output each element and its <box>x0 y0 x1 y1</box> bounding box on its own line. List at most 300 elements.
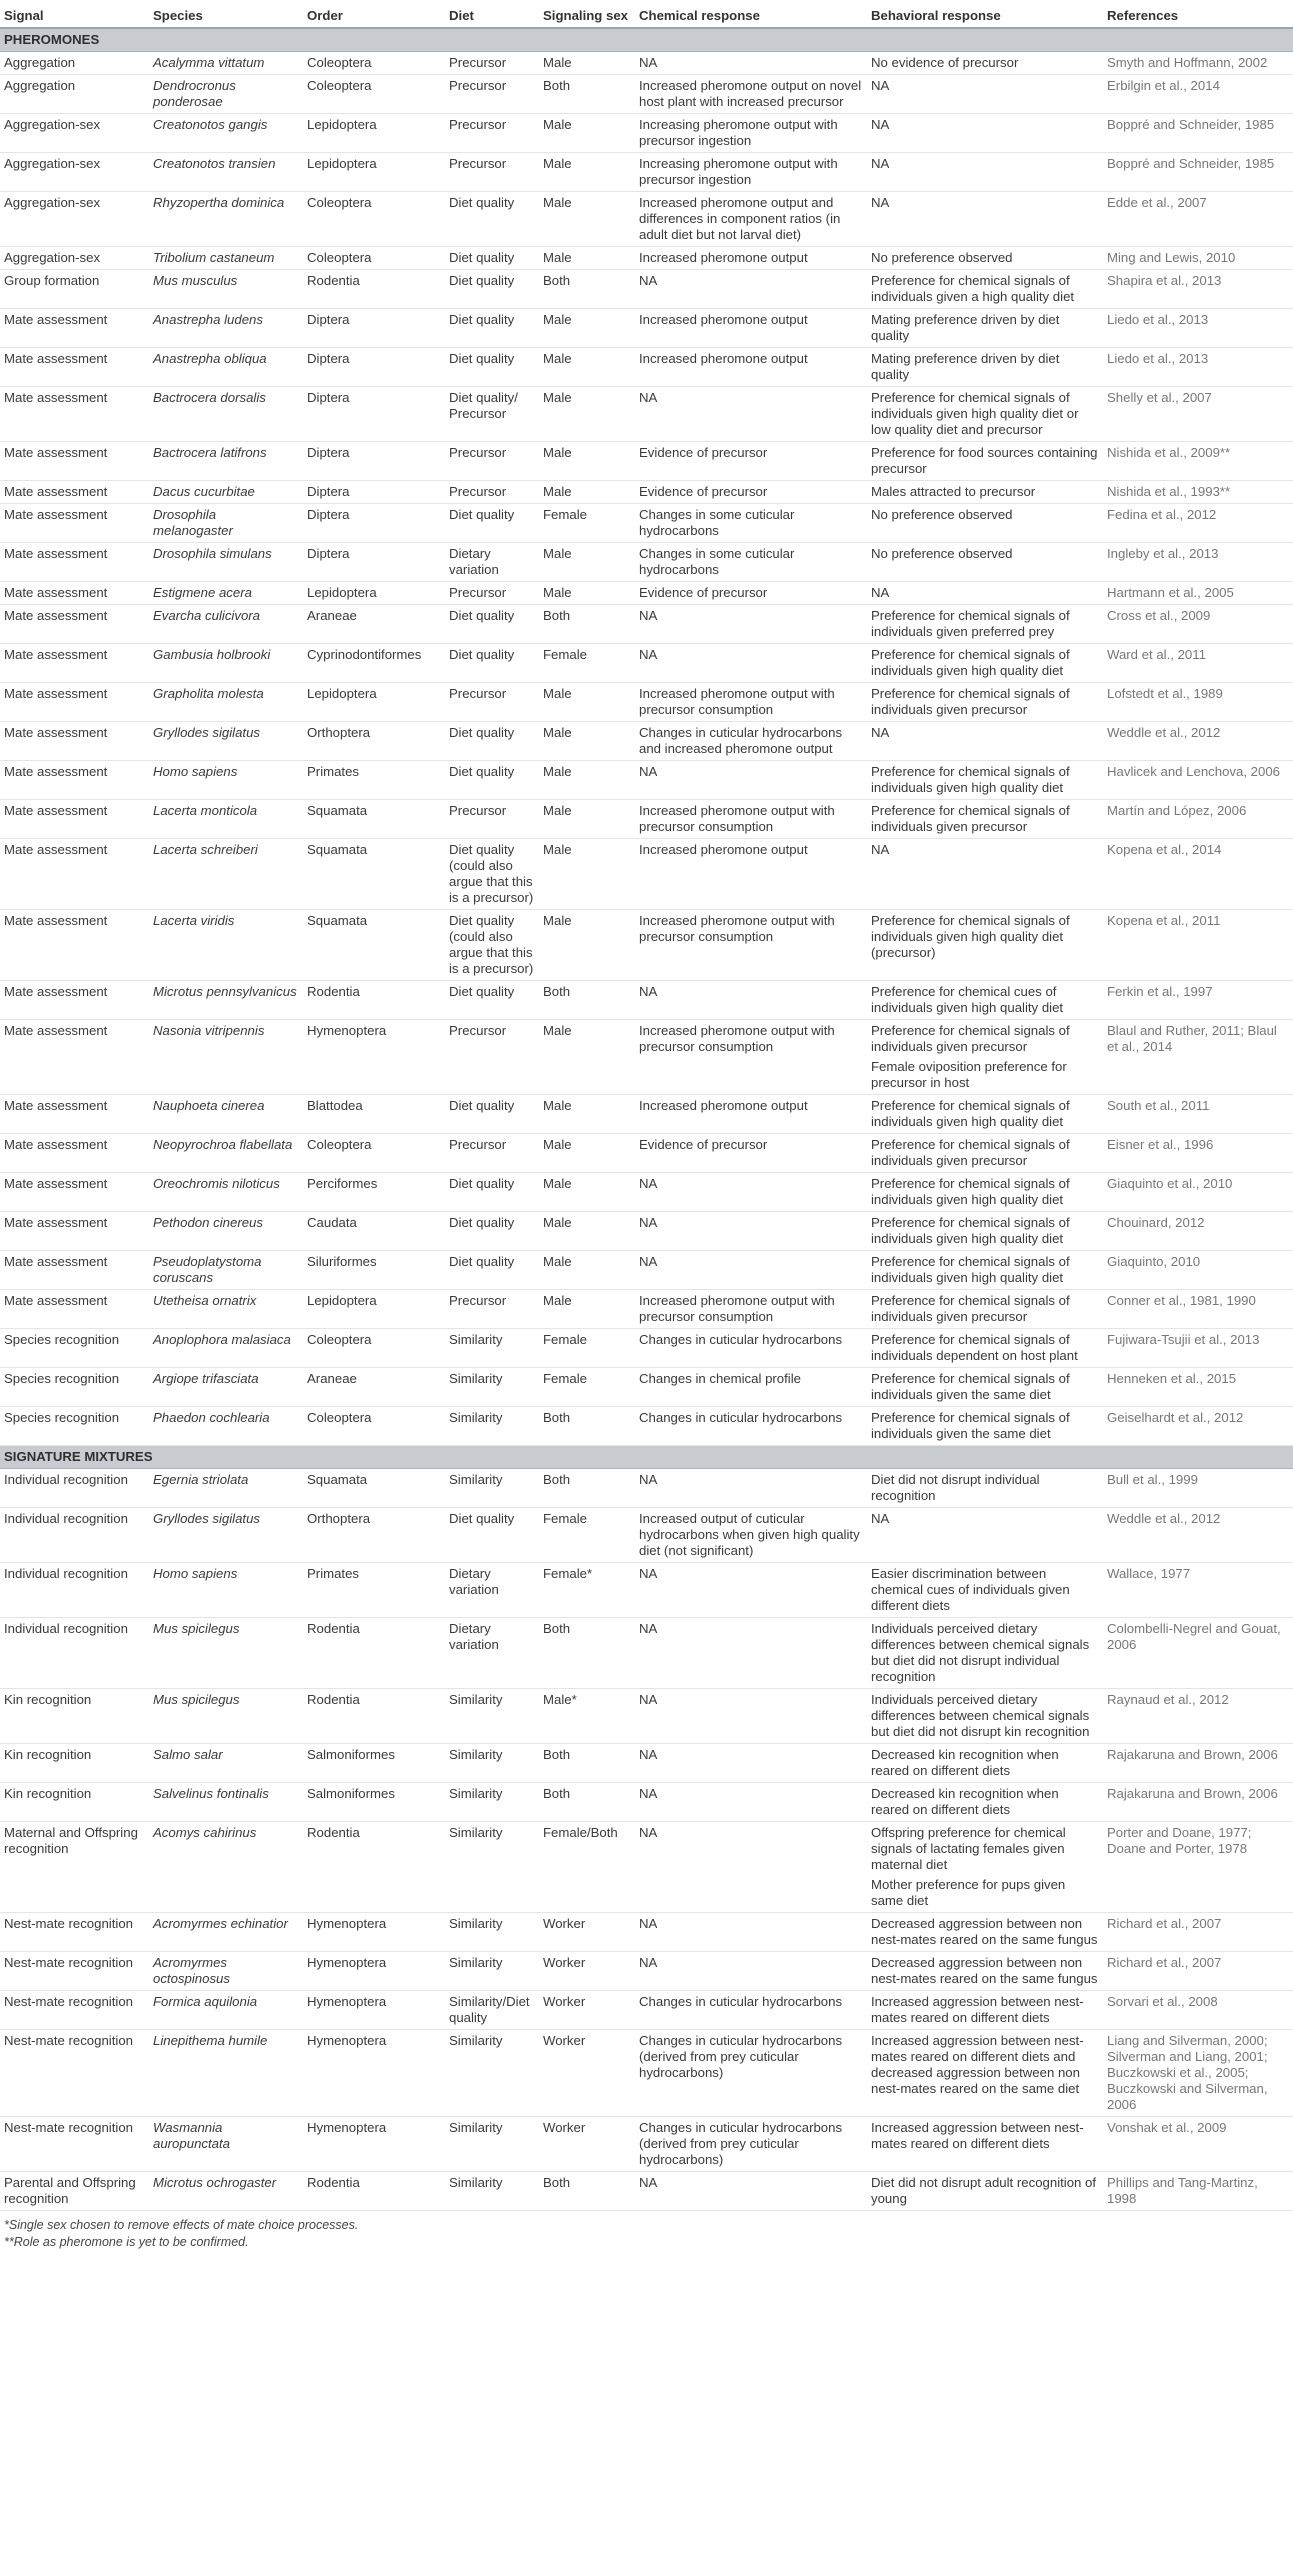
signal-cell: Mate assessment <box>0 348 149 387</box>
signaling-sex-cell: Male <box>539 1290 635 1329</box>
chemical-response-cell: Increased pheromone output on novel host plant with increased precursor <box>635 75 867 114</box>
behavioral-response-cell: Preference for chemical signals of individuals given high quality diet or low quality diet and precursor <box>867 387 1103 442</box>
signaling-sex-cell: Male <box>539 114 635 153</box>
species-cell: Bactrocera latifrons <box>149 442 303 481</box>
order-cell: Diptera <box>303 543 445 582</box>
species-cell: Phaedon cochlearia <box>149 1407 303 1446</box>
cell-paragraph: Preference for chemical signals of individuals given precursor <box>871 1023 1070 1054</box>
reference-cell: Rajakaruna and Brown, 2006 <box>1103 1783 1293 1822</box>
section-header-row <box>0 1446 1293 1469</box>
diet-cell: Diet quality/ Precursor <box>445 387 539 442</box>
table-row <box>0 1563 1293 1618</box>
behavioral-response-cell: Preference for chemical signals of individuals given high quality diet <box>867 1173 1103 1212</box>
signal-cell: Nest-mate recognition <box>0 1952 149 1991</box>
behavioral-response-cell: No preference observed <box>867 247 1103 270</box>
signaling-sex-cell: Male <box>539 348 635 387</box>
diet-cell: Diet quality <box>445 504 539 543</box>
chemical-response-cell: Changes in cuticular hydrocarbons and increased pheromone output <box>635 722 867 761</box>
order-cell: Lepidoptera <box>303 683 445 722</box>
reference-cell: Shelly et al., 2007 <box>1103 387 1293 442</box>
order-cell: Orthoptera <box>303 722 445 761</box>
diet-cell: Similarity <box>445 1744 539 1783</box>
order-cell: Squamata <box>303 839 445 910</box>
signal-cell: Mate assessment <box>0 442 149 481</box>
table-row <box>0 1095 1293 1134</box>
chemical-response-cell: Evidence of precursor <box>635 582 867 605</box>
species-cell: Anastrepha ludens <box>149 309 303 348</box>
species-cell: Oreochromis niloticus <box>149 1173 303 1212</box>
behavioral-response-cell: Preference for chemical signals of individuals given high quality diet <box>867 644 1103 683</box>
diet-cell: Precursor <box>445 153 539 192</box>
diet-cell: Diet quality <box>445 1508 539 1563</box>
behavioral-response-cell: Easier discrimination between chemical cues of individuals given different diets <box>867 1563 1103 1618</box>
table-row <box>0 1290 1293 1329</box>
behavioral-response-cell: NA <box>867 114 1103 153</box>
order-cell: Hymenoptera <box>303 2117 445 2172</box>
signal-cell: Kin recognition <box>0 1783 149 1822</box>
chemical-response-cell: Changes in cuticular hydrocarbons <box>635 1991 867 2030</box>
signal-cell: Individual recognition <box>0 1508 149 1563</box>
reference-cell: Sorvari et al., 2008 <box>1103 1991 1293 2030</box>
signaling-sex-cell: Male <box>539 153 635 192</box>
behavioral-response-cell: Males attracted to precursor <box>867 481 1103 504</box>
signaling-sex-cell: Female <box>539 1368 635 1407</box>
signaling-sex-cell: Male <box>539 1095 635 1134</box>
order-cell: Rodentia <box>303 1689 445 1744</box>
species-cell: Acromyrmes echinatior <box>149 1913 303 1952</box>
chemical-response-cell: NA <box>635 270 867 309</box>
reference-cell: Raynaud et al., 2012 <box>1103 1689 1293 1744</box>
signal-cell: Mate assessment <box>0 644 149 683</box>
order-cell: Squamata <box>303 910 445 981</box>
signaling-sex-cell: Male <box>539 1251 635 1290</box>
behavioral-response-cell: Decreased aggression between non nest-mates reared on the same fungus <box>867 1913 1103 1952</box>
table-row <box>0 481 1293 504</box>
chemical-response-cell: Increased pheromone output with precursor consumption <box>635 910 867 981</box>
order-cell: Hymenoptera <box>303 1952 445 1991</box>
signaling-sex-cell: Worker <box>539 1952 635 1991</box>
signal-cell: Aggregation <box>0 52 149 75</box>
signal-cell: Nest-mate recognition <box>0 1991 149 2030</box>
behavioral-response-cell: Preference for chemical signals of individuals given high quality diet <box>867 1212 1103 1251</box>
chemical-response-cell: Increasing pheromone output with precursor ingestion <box>635 114 867 153</box>
chemical-response-cell: Increasing pheromone output with precursor ingestion <box>635 153 867 192</box>
species-cell: Formica aquilonia <box>149 1991 303 2030</box>
behavioral-response-cell: Decreased kin recognition when reared on different diets <box>867 1744 1103 1783</box>
diet-cell: Diet quality (could also argue that this is a precursor) <box>445 839 539 910</box>
species-cell: Creatonotos gangis <box>149 114 303 153</box>
table-row <box>0 1952 1293 1991</box>
table-row <box>0 543 1293 582</box>
diet-cell: Diet quality <box>445 270 539 309</box>
behavioral-response-cell: Diet did not disrupt adult recognition of young <box>867 2172 1103 2211</box>
chemical-response-cell: Evidence of precursor <box>635 442 867 481</box>
behavioral-response-cell: Preference for chemical signals of individuals dependent on host plant <box>867 1329 1103 1368</box>
diet-cell: Diet quality <box>445 981 539 1020</box>
header-diet: Diet <box>445 0 539 28</box>
diet-cell: Diet quality <box>445 1173 539 1212</box>
reference-cell: Nishida et al., 2009** <box>1103 442 1293 481</box>
reference-cell: Ward et al., 2011 <box>1103 644 1293 683</box>
behavioral-response-cell: No evidence of precursor <box>867 52 1103 75</box>
species-cell: Lacerta schreiberi <box>149 839 303 910</box>
species-cell: Drosophila melanogaster <box>149 504 303 543</box>
order-cell: Lepidoptera <box>303 153 445 192</box>
chemical-response-cell: NA <box>635 1744 867 1783</box>
signal-cell: Mate assessment <box>0 605 149 644</box>
diet-cell: Diet quality <box>445 1095 539 1134</box>
table-row <box>0 981 1293 1020</box>
diet-cell: Precursor <box>445 52 539 75</box>
order-cell: Squamata <box>303 1469 445 1508</box>
species-cell: Drosophila simulans <box>149 543 303 582</box>
signaling-sex-cell: Male <box>539 247 635 270</box>
signal-cell: Mate assessment <box>0 761 149 800</box>
diet-cell: Precursor <box>445 114 539 153</box>
species-cell: Rhyzopertha dominica <box>149 192 303 247</box>
header-species: Species <box>149 0 303 28</box>
signaling-sex-cell: Male <box>539 1020 635 1095</box>
reference-cell: Bull et al., 1999 <box>1103 1469 1293 1508</box>
chemical-response-cell: NA <box>635 387 867 442</box>
order-cell: Rodentia <box>303 1618 445 1689</box>
behavioral-response-cell: Preference for chemical signals of individuals given high quality diet <box>867 761 1103 800</box>
signaling-sex-cell: Male <box>539 800 635 839</box>
species-cell: Homo sapiens <box>149 1563 303 1618</box>
signal-cell: Aggregation-sex <box>0 114 149 153</box>
order-cell: Orthoptera <box>303 1508 445 1563</box>
diet-cell: Similarity <box>445 1952 539 1991</box>
table-row <box>0 2172 1293 2211</box>
signal-cell: Mate assessment <box>0 981 149 1020</box>
species-cell: Dacus cucurbitae <box>149 481 303 504</box>
chemical-response-cell: NA <box>635 1563 867 1618</box>
header-references: References <box>1103 0 1293 28</box>
diet-cell: Diet quality <box>445 761 539 800</box>
diet-cell: Diet quality <box>445 309 539 348</box>
signaling-sex-cell: Female <box>539 1329 635 1368</box>
species-cell: Mus spicilegus <box>149 1618 303 1689</box>
behavioral-response-cell: Increased aggression between nest-mates reared on different diets <box>867 2117 1103 2172</box>
chemical-response-cell: NA <box>635 605 867 644</box>
chemical-response-cell: NA <box>635 981 867 1020</box>
diet-cell: Diet quality <box>445 1251 539 1290</box>
behavioral-response-cell: Mating preference driven by diet quality <box>867 309 1103 348</box>
behavioral-response-cell: Preference for food sources containing precursor <box>867 442 1103 481</box>
chemical-response-cell: Evidence of precursor <box>635 481 867 504</box>
species-cell: Nauphoeta cinerea <box>149 1095 303 1134</box>
table-row <box>0 839 1293 910</box>
diet-cell: Precursor <box>445 75 539 114</box>
species-cell: Dendrocronus ponderosae <box>149 75 303 114</box>
species-cell: Gryllodes sigilatus <box>149 1508 303 1563</box>
chemical-response-cell: Changes in some cuticular hydrocarbons <box>635 504 867 543</box>
order-cell: Squamata <box>303 800 445 839</box>
behavioral-response-cell: Preference for chemical signals of individuals given the same diet <box>867 1368 1103 1407</box>
chemical-response-cell: Increased pheromone output with precursor consumption <box>635 1290 867 1329</box>
signaling-sex-cell: Female <box>539 504 635 543</box>
chemical-response-cell: NA <box>635 1469 867 1508</box>
reference-cell: Erbilgin et al., 2014 <box>1103 75 1293 114</box>
signaling-sex-cell: Both <box>539 1744 635 1783</box>
species-cell: Salmo salar <box>149 1744 303 1783</box>
reference-cell: Boppré and Schneider, 1985 <box>1103 153 1293 192</box>
diet-cell: Precursor <box>445 1290 539 1329</box>
species-cell: Estigmene acera <box>149 582 303 605</box>
signaling-sex-cell: Male <box>539 582 635 605</box>
reference-cell: Eisner et al., 1996 <box>1103 1134 1293 1173</box>
behavioral-response-cell: NA <box>867 192 1103 247</box>
species-cell: Wasmannia auropunctata <box>149 2117 303 2172</box>
cell-paragraph: Mother preference for pups given same diet <box>871 1877 1066 1908</box>
table-row <box>0 1329 1293 1368</box>
chemical-response-cell: NA <box>635 1689 867 1744</box>
signal-cell: Kin recognition <box>0 1689 149 1744</box>
species-cell: Homo sapiens <box>149 761 303 800</box>
signaling-sex-cell: Male <box>539 543 635 582</box>
diet-cell: Precursor <box>445 1134 539 1173</box>
order-cell: Hymenoptera <box>303 1020 445 1095</box>
signal-cell: Species recognition <box>0 1329 149 1368</box>
table-row <box>0 1134 1293 1173</box>
chemical-response-cell: Evidence of precursor <box>635 1134 867 1173</box>
table-row <box>0 247 1293 270</box>
table-row <box>0 442 1293 481</box>
reference-cell: South et al., 2011 <box>1103 1095 1293 1134</box>
reference-cell: Chouinard, 2012 <box>1103 1212 1293 1251</box>
table-row <box>0 644 1293 683</box>
reference-cell: Geiselhardt et al., 2012 <box>1103 1407 1293 1446</box>
diet-cell: Similarity <box>445 2172 539 2211</box>
chemical-response-cell: Increased pheromone output <box>635 348 867 387</box>
section-title: SIGNATURE MIXTURES <box>0 1446 1293 1469</box>
behavioral-response-cell: Preference for chemical cues of individuals given high quality diet <box>867 981 1103 1020</box>
table-row <box>0 2117 1293 2172</box>
species-cell: Tribolium castaneum <box>149 247 303 270</box>
diet-cell: Similarity <box>445 1469 539 1508</box>
signaling-sex-cell: Female <box>539 644 635 683</box>
table-row <box>0 1251 1293 1290</box>
table-row <box>0 52 1293 75</box>
signaling-sex-cell: Both <box>539 270 635 309</box>
behavioral-response-cell: Preference for chemical signals of individuals given high quality diet (precursor) <box>867 910 1103 981</box>
reference-cell: Colombelli-Negrel and Gouat, 2006 <box>1103 1618 1293 1689</box>
order-cell: Diptera <box>303 504 445 543</box>
species-cell: Microtus ochrogaster <box>149 2172 303 2211</box>
order-cell: Rodentia <box>303 1822 445 1913</box>
order-cell: Lepidoptera <box>303 1290 445 1329</box>
diet-cell: Similarity <box>445 1329 539 1368</box>
species-cell: Acromyrmes octospinosus <box>149 1952 303 1991</box>
diet-cell: Diet quality <box>445 722 539 761</box>
chemical-response-cell: Changes in cuticular hydrocarbons (derived from prey cuticular hydrocarbons) <box>635 2117 867 2172</box>
footnote: *Single sex chosen to remove effects of mate choice processes. <box>4 2218 359 2232</box>
signal-cell: Nest-mate recognition <box>0 1913 149 1952</box>
signaling-sex-cell: Male <box>539 1173 635 1212</box>
signal-cell: Mate assessment <box>0 910 149 981</box>
order-cell: Siluriformes <box>303 1251 445 1290</box>
order-cell: Rodentia <box>303 2172 445 2211</box>
reference-cell: Giaquinto, 2010 <box>1103 1251 1293 1290</box>
chemical-response-cell: NA <box>635 2172 867 2211</box>
chemical-response-cell: Changes in cuticular hydrocarbons <box>635 1329 867 1368</box>
signaling-sex-cell: Male <box>539 1212 635 1251</box>
table-row <box>0 114 1293 153</box>
table-row <box>0 582 1293 605</box>
species-cell: Acalymma vittatum <box>149 52 303 75</box>
signaling-sex-cell: Both <box>539 981 635 1020</box>
footnotes <box>0 2211 1293 2251</box>
table-row <box>0 683 1293 722</box>
signal-cell: Mate assessment <box>0 582 149 605</box>
table-row <box>0 1173 1293 1212</box>
species-cell: Linepithema humile <box>149 2030 303 2117</box>
behavioral-response-cell: Increased aggression between nest-mates reared on different diets <box>867 1991 1103 2030</box>
chemical-response-cell: Changes in cuticular hydrocarbons <box>635 1407 867 1446</box>
diet-cell: Dietary variation <box>445 1563 539 1618</box>
signaling-sex-cell: Female/Both <box>539 1822 635 1913</box>
behavioral-response-cell: No preference observed <box>867 504 1103 543</box>
table-row <box>0 910 1293 981</box>
diet-cell: Diet quality <box>445 192 539 247</box>
reference-cell: Weddle et al., 2012 <box>1103 722 1293 761</box>
signaling-sex-cell: Both <box>539 75 635 114</box>
diet-cell: Similarity/Diet quality <box>445 1991 539 2030</box>
order-cell: Diptera <box>303 348 445 387</box>
diet-cell: Diet quality <box>445 644 539 683</box>
chemical-response-cell: NA <box>635 1952 867 1991</box>
chemical-response-cell: Changes in some cuticular hydrocarbons <box>635 543 867 582</box>
reference-cell: Blaul and Ruther, 2011; Blaul et al., 2014 <box>1103 1020 1293 1095</box>
reference-cell: Ingleby et al., 2013 <box>1103 543 1293 582</box>
signal-cell: Mate assessment <box>0 683 149 722</box>
behavioral-response-cell: NA <box>867 1508 1103 1563</box>
order-cell: Diptera <box>303 481 445 504</box>
table-row <box>0 605 1293 644</box>
behavioral-response-cell: Preference for chemical signals of individuals given the same diet <box>867 1407 1103 1446</box>
chemical-response-cell: NA <box>635 1783 867 1822</box>
table-row <box>0 1508 1293 1563</box>
reference-cell: Hartmann et al., 2005 <box>1103 582 1293 605</box>
diet-cell: Diet quality (could also argue that this is a precursor) <box>445 910 539 981</box>
signal-cell: Individual recognition <box>0 1469 149 1508</box>
signal-cell: Kin recognition <box>0 1744 149 1783</box>
order-cell: Lepidoptera <box>303 582 445 605</box>
chemical-response-cell: Increased pheromone output <box>635 309 867 348</box>
section-header-row <box>0 28 1293 52</box>
signaling-sex-cell: Both <box>539 1407 635 1446</box>
reference-cell: Henneken et al., 2015 <box>1103 1368 1293 1407</box>
species-cell: Grapholita molesta <box>149 683 303 722</box>
diet-cell: Precursor <box>445 582 539 605</box>
table-row <box>0 387 1293 442</box>
order-cell: Salmoniformes <box>303 1783 445 1822</box>
order-cell: Araneae <box>303 605 445 644</box>
reference-cell: Nishida et al., 1993** <box>1103 481 1293 504</box>
signaling-sex-cell: Male <box>539 192 635 247</box>
table-row <box>0 1407 1293 1446</box>
chemical-response-cell: Changes in cuticular hydrocarbons (derived from prey cuticular hydrocarbons) <box>635 2030 867 2117</box>
reference-cell: Richard et al., 2007 <box>1103 1913 1293 1952</box>
diet-cell: Precursor <box>445 683 539 722</box>
signal-cell: Individual recognition <box>0 1563 149 1618</box>
signaling-sex-cell: Female* <box>539 1563 635 1618</box>
signal-cell: Species recognition <box>0 1407 149 1446</box>
reference-cell: Kopena et al., 2014 <box>1103 839 1293 910</box>
table-row <box>0 1991 1293 2030</box>
table-row <box>0 1368 1293 1407</box>
signal-cell: Group formation <box>0 270 149 309</box>
chemical-response-cell: Increased pheromone output <box>635 839 867 910</box>
chemical-response-cell: Increased output of cuticular hydrocarbons when given high quality diet (not significant) <box>635 1508 867 1563</box>
table-row <box>0 722 1293 761</box>
behavioral-response-cell: Preference for chemical signals of individuals given high quality diet <box>867 1095 1103 1134</box>
reference-cell: Weddle et al., 2012 <box>1103 1508 1293 1563</box>
reference-cell: Smyth and Hoffmann, 2002 <box>1103 52 1293 75</box>
diet-cell: Similarity <box>445 1913 539 1952</box>
diet-cell: Precursor <box>445 1020 539 1095</box>
table-row <box>0 1913 1293 1952</box>
signal-cell: Mate assessment <box>0 722 149 761</box>
reference-cell: Cross et al., 2009 <box>1103 605 1293 644</box>
diet-cell: Similarity <box>445 2117 539 2172</box>
reference-cell: Liang and Silverman, 2000; Silverman and Liang, 2001; Buczkowski et al., 2005; Buczkowski and Silverman, 2006 <box>1103 2030 1293 2117</box>
header-signal: Signal <box>0 0 149 28</box>
order-cell: Hymenoptera <box>303 1913 445 1952</box>
order-cell: Diptera <box>303 387 445 442</box>
diet-cell: Dietary variation <box>445 543 539 582</box>
reference-cell: Vonshak et al., 2009 <box>1103 2117 1293 2172</box>
behavioral-response-cell: Decreased aggression between non nest-mates reared on the same fungus <box>867 1952 1103 1991</box>
behavioral-response-cell: Preference for chemical signals of individuals given high quality diet <box>867 1251 1103 1290</box>
behavioral-response-cell: Decreased kin recognition when reared on different diets <box>867 1783 1103 1822</box>
table-row <box>0 309 1293 348</box>
chemical-response-cell: Increased pheromone output with precursor consumption <box>635 1020 867 1095</box>
behavioral-response-cell: NA <box>867 722 1103 761</box>
species-cell: Neopyrochroa flabellata <box>149 1134 303 1173</box>
reference-cell: Havlicek and Lenchova, 2006 <box>1103 761 1293 800</box>
order-cell: Salmoniformes <box>303 1744 445 1783</box>
species-cell: Anoplophora malasiaca <box>149 1329 303 1368</box>
signal-cell: Individual recognition <box>0 1618 149 1689</box>
behavioral-response-cell: Increased aggression between nest-mates reared on different diets and decreased aggression between non nest-mates reared on the same diet <box>867 2030 1103 2117</box>
reference-cell: Rajakaruna and Brown, 2006 <box>1103 1744 1293 1783</box>
signaling-sex-cell: Both <box>539 2172 635 2211</box>
order-cell: Coleoptera <box>303 1329 445 1368</box>
signal-cell: Mate assessment <box>0 1212 149 1251</box>
signaling-sex-cell: Male <box>539 387 635 442</box>
table-row <box>0 1212 1293 1251</box>
order-cell: Coleoptera <box>303 75 445 114</box>
signal-cell: Mate assessment <box>0 387 149 442</box>
signal-cell: Maternal and Offspring recognition <box>0 1822 149 1913</box>
signaling-sex-cell: Male <box>539 683 635 722</box>
species-cell: Gambusia holbrooki <box>149 644 303 683</box>
order-cell: Rodentia <box>303 981 445 1020</box>
order-cell: Coleoptera <box>303 1407 445 1446</box>
behavioral-response-cell <box>867 1822 1103 1913</box>
species-cell: Lacerta monticola <box>149 800 303 839</box>
chemical-response-cell: Increased pheromone output <box>635 247 867 270</box>
signaling-sex-cell: Male <box>539 910 635 981</box>
cell-paragraph: Female oviposition preference for precursor in host <box>871 1059 1067 1090</box>
signal-cell: Mate assessment <box>0 543 149 582</box>
signal-cell: Mate assessment <box>0 1020 149 1095</box>
species-cell: Utetheisa ornatrix <box>149 1290 303 1329</box>
behavioral-response-cell: Diet did not disrupt individual recognition <box>867 1469 1103 1508</box>
diet-cell: Similarity <box>445 1407 539 1446</box>
chemical-response-cell: NA <box>635 761 867 800</box>
